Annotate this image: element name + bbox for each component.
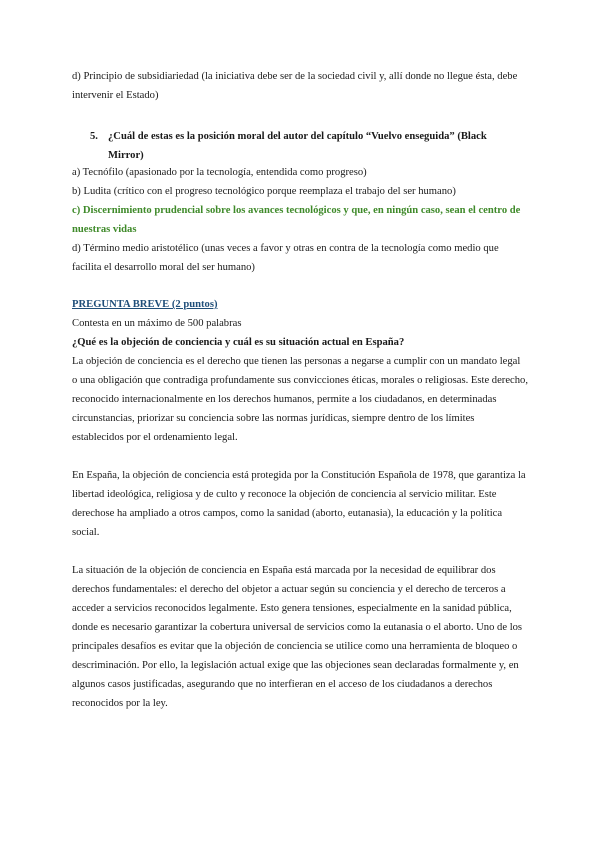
spacer (72, 542, 528, 561)
option-c-correct: c) Discernimiento prudencial sobre los avances tecnológicos y que, en ningún caso, sean el centro de nuestras vidas (72, 205, 521, 235)
option-a: a) Tecnófilo (apasionado por la tecnología, entendida como progreso) (72, 167, 367, 178)
short-question-section (72, 295, 528, 713)
question-number: 5. (90, 131, 98, 142)
option-b: b) Ludita (crítico con el progreso tecnológico porque reemplaza el trabajo del ser humano) (72, 186, 456, 197)
previous-option-d (72, 67, 528, 105)
spacer (72, 447, 528, 466)
option-d: d) Término medio aristotélico (unas veces a favor y otras en contra de la tecnología como medio que facilita el desarrollo moral del ser humano) (72, 243, 499, 273)
option-text: d) Principio de subsidiariedad (la iniciativa debe ser de la sociedad civil y, allí donde no llegue ésta, debe intervenir el Estado) (72, 71, 518, 101)
answer-paragraph-1: La objeción de conciencia es el derecho que tienen las personas a negarse a cumplir con un mandato legal o una obligación que contradiga profundamente sus convicciones éticas, morales o religiosas. Este derecho, reconocido internacionalmente en los derechos humanos, permite a los ciudadanos, en determinadas circunstancias, priorizar su conciencia sobre las normas jurídicas, siempre dentro de los límites establecidos por el ordenamiento legal. (72, 356, 528, 443)
question5-options (72, 163, 528, 277)
question-text-line1: ¿Cuál de estas es la posición moral del autor del capítulo “Vuelvo enseguida” (Black (108, 131, 487, 142)
instruction-text: Contesta en un máximo de 500 palabras (72, 318, 242, 329)
answer-paragraph-2: En España, la objeción de conciencia está protegida por la Constitución Española de 1978, que garantiza la libertad ideológica, religiosa y de culto y reconoce la objeción de conciencia al servicio militar. Este derechose ha ampliado a otros campos, como la sanidad (aborto, eutanasia), la educación y la política social. (72, 470, 526, 538)
section-title: PREGUNTA BREVE (2 puntos) (72, 299, 218, 310)
question-prompt: ¿Qué es la objeción de conciencia y cuál es su situación actual en España? (72, 337, 405, 348)
answer-paragraph-3: La situación de la objeción de conciencia en España está marcada por la necesidad de equilibrar dos derechos fundamentales: el derecho del objetor a actuar según su conciencia y el derecho de terceros a acceder a servicios reconocidos legalmente. Esto genera tensiones, especialmente en la sanidad pública, donde es necesario garantizar la cobertura universal de servicios como la eutanasia o el aborto. Uno de los principales desafíos es evitar que la objeción de conciencia se utilice como una herramienta de bloqueo o descriminación. Por ello, la legislación actual exige que las objeciones sean declaradas formalmente y, en algunos casos justificadas, asegurando que no interfieran en el acceso de los ciudadanos a derechos reconocidos por la ley. (72, 565, 523, 709)
question-text-line2: Mirror) (108, 150, 144, 161)
